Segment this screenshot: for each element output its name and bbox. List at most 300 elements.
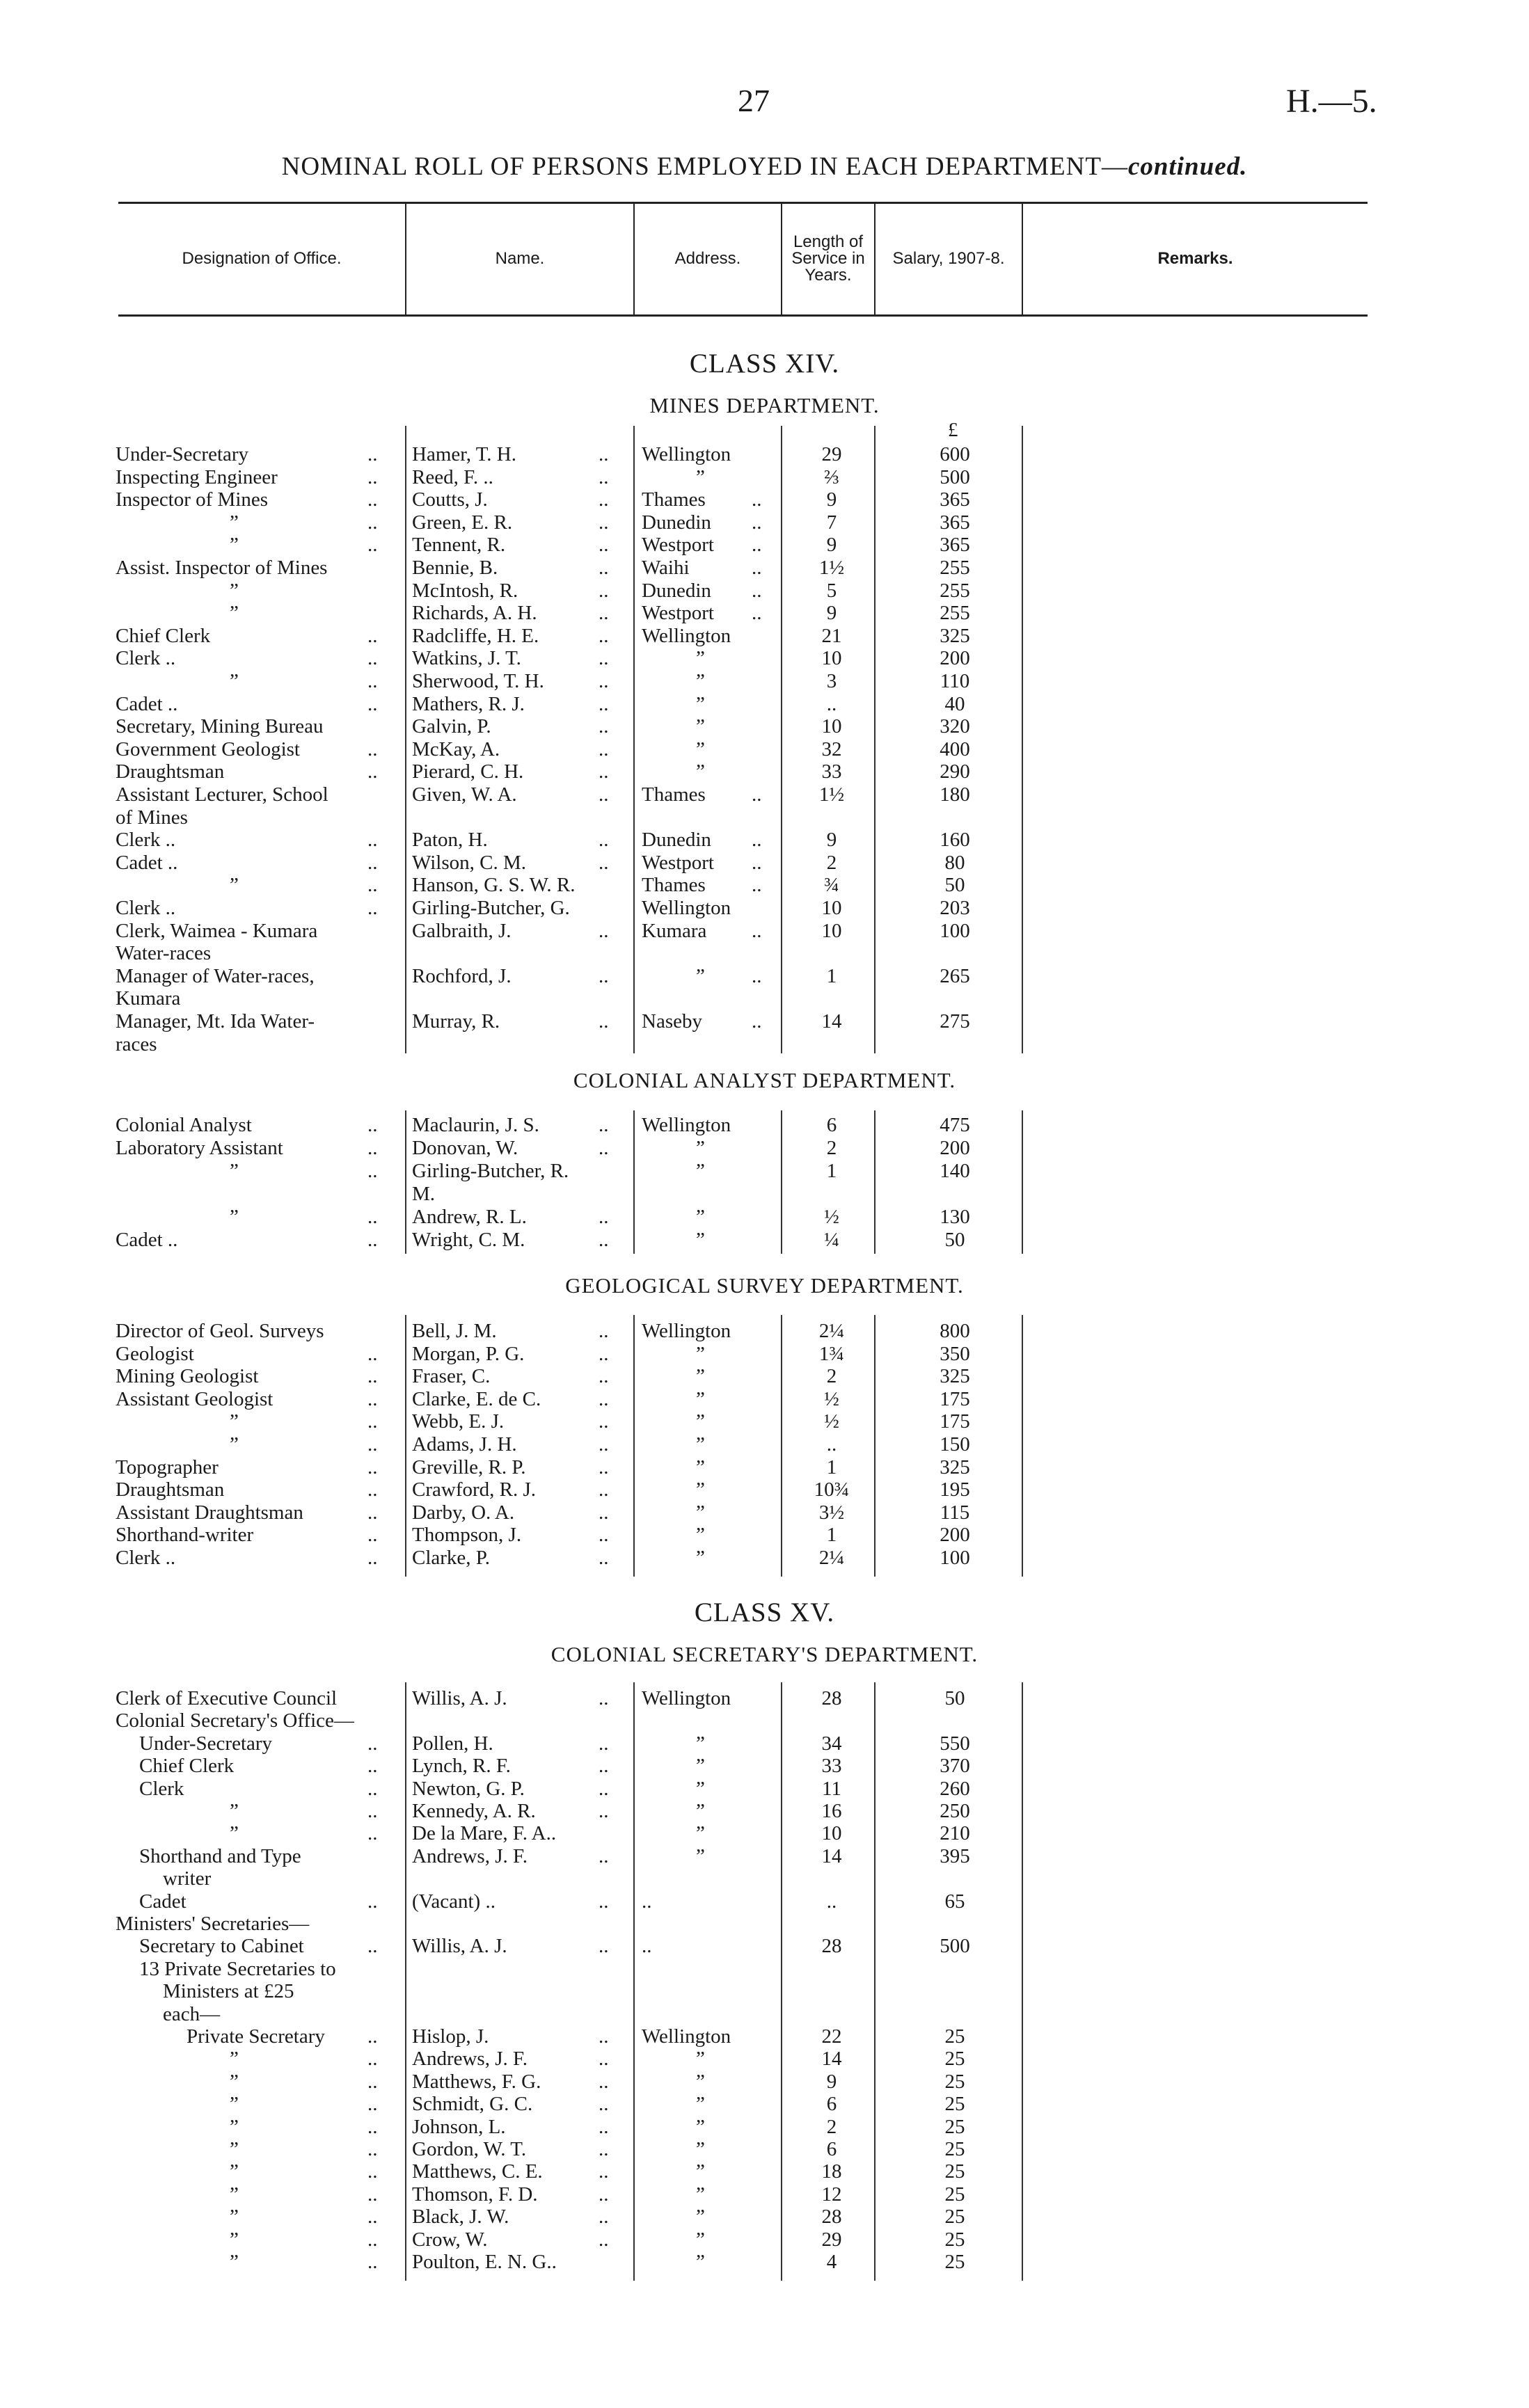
designation-cell: ”	[230, 2228, 239, 2251]
address-cell: ”	[696, 1732, 705, 1755]
address-cell: ”	[696, 1478, 705, 1501]
leader-dots: ..	[599, 465, 609, 488]
designation-cell: Assistant Lecturer, School	[116, 783, 328, 806]
designation-cell: Clerk ..	[116, 647, 176, 670]
service-length-cell: 10	[821, 715, 842, 738]
designation-cell: ”	[230, 511, 239, 534]
designation-cell: Shorthand and Type	[139, 1844, 301, 1867]
name-cell: Fraser, C.	[412, 1365, 491, 1388]
designation-cell: Assistant Draughtsman	[116, 1501, 303, 1524]
service-length-cell: ..	[826, 1433, 837, 1456]
table-rule	[633, 426, 635, 1053]
salary-cell: 290	[940, 760, 970, 783]
leader-dots: ..	[367, 897, 378, 919]
designation-cell: Clerk of Executive Council	[116, 1687, 338, 1709]
leader-dots: ..	[599, 1501, 609, 1524]
salary-cell: 255	[940, 557, 970, 579]
leader-dots: ..	[599, 1320, 609, 1342]
roll-title-continued: continued.	[1127, 152, 1248, 181]
designation-cell: ”	[230, 1433, 239, 1456]
address-cell: ”	[696, 1410, 705, 1433]
leader-dots: ..	[599, 1524, 609, 1547]
name-cell: Donovan, W.	[412, 1137, 518, 1159]
service-length-cell: 14	[821, 1010, 842, 1032]
salary-cell: 100	[940, 1547, 970, 1569]
salary-cell: 325	[940, 1365, 970, 1388]
designation-cell: ”	[230, 2048, 239, 2071]
leader-dots: ..	[367, 534, 378, 557]
leader-dots: ..	[367, 1387, 378, 1410]
leader-dots: ..	[367, 2138, 378, 2160]
salary-cell: 250	[940, 1800, 970, 1822]
name-cell: Matthews, C. E.	[412, 2160, 543, 2183]
designation-cell: ”	[230, 1822, 239, 1845]
leader-dots: ..	[599, 783, 609, 806]
leader-dots: ..	[599, 2093, 609, 2116]
designation-cell: Water-races	[116, 942, 212, 965]
name-cell: Watkins, J. T.	[412, 647, 521, 670]
address-cell: ”	[696, 1800, 705, 1822]
designation-cell: Laboratory Assistant	[116, 1137, 283, 1159]
table-rule	[633, 1315, 635, 1577]
table-rule	[405, 1682, 406, 2281]
leader-dots: ..	[367, 670, 378, 692]
leader-dots: ..	[599, 443, 609, 465]
leader-dots: ..	[599, 1732, 609, 1755]
designation-cell: Draughtsman	[116, 1478, 225, 1501]
address-cell: Naseby	[642, 1010, 702, 1032]
leader-dots: ..	[367, 624, 378, 647]
name-cell: Newton, G. P.	[412, 1777, 525, 1800]
analyst-department-heading: COLONIAL ANALYST DEPARTMENT.	[573, 1068, 956, 1092]
leader-dots: ..	[367, 443, 378, 465]
leader-dots: ..	[752, 557, 762, 579]
designation-cell: Clerk, Waimea - Kumara	[116, 919, 318, 942]
address-cell: ”	[696, 1547, 705, 1569]
leader-dots: ..	[599, 2048, 609, 2071]
col-header-salary: Salary, 1907-8.	[892, 249, 1005, 268]
leader-dots: ..	[367, 1365, 378, 1388]
service-length-cell: 9	[826, 488, 837, 511]
leader-dots: ..	[367, 2228, 378, 2251]
service-length-cell: 28	[821, 1687, 842, 1709]
salary-cell: 550	[940, 1732, 970, 1755]
salary-cell: 50	[944, 1687, 965, 1709]
designation-cell: Inspector of Mines	[116, 488, 269, 511]
address-cell: ”	[696, 647, 705, 670]
salary-cell: 395	[940, 1844, 970, 1867]
salary-cell: 100	[940, 919, 970, 942]
designation-cell: Kumara	[116, 987, 181, 1010]
salary-cell: 200	[940, 1137, 970, 1159]
service-length-cell: 22	[821, 2025, 842, 2048]
designation-cell: Ministers at £25	[163, 1980, 294, 2003]
leader-dots: ..	[367, 647, 378, 670]
salary-cell: 40	[944, 692, 965, 715]
salary-cell: 25	[944, 2138, 965, 2160]
name-cell: Galbraith, J.	[412, 919, 512, 942]
name-cell: Richards, A. H.	[412, 602, 537, 625]
name-cell: Gordon, W. T.	[412, 2138, 527, 2160]
leader-dots: ..	[367, 692, 378, 715]
col-header-length: Length of Service in Years.	[791, 232, 865, 285]
name-cell: Pollen, H.	[412, 1732, 493, 1755]
salary-cell: 25	[944, 2251, 965, 2273]
leader-dots: ..	[367, 1822, 378, 1845]
service-length-cell: 6	[826, 1114, 837, 1136]
col-header-designation: Designation of Office.	[182, 249, 342, 268]
name-cell: Lynch, R. F.	[412, 1755, 511, 1778]
leader-dots: ..	[599, 964, 609, 987]
address-cell: Wellington	[642, 2025, 731, 2048]
name-cell: Coutts, J.	[412, 488, 488, 511]
service-length-cell: 12	[821, 2183, 842, 2206]
service-length-cell: ½	[824, 1387, 839, 1410]
leader-dots: ..	[367, 737, 378, 760]
name-cell: Kennedy, A. R.	[412, 1800, 536, 1822]
address-cell: ”	[696, 1456, 705, 1478]
address-cell: ”	[696, 1777, 705, 1800]
name-cell: Matthews, F. G.	[412, 2070, 541, 2093]
name-cell: Andrew, R. L.	[412, 1206, 527, 1228]
service-length-cell: ¾	[824, 874, 839, 897]
service-length-cell: 10	[821, 919, 842, 942]
leader-dots: ..	[599, 692, 609, 715]
address-cell: Wellington	[642, 624, 731, 647]
salary-cell: 110	[940, 670, 970, 692]
leader-dots: ..	[599, 1935, 609, 1958]
leader-dots: ..	[599, 2115, 609, 2138]
class-xiv-heading: CLASS XIV.	[689, 349, 840, 378]
leader-dots: ..	[367, 1524, 378, 1547]
page-number: 27	[738, 83, 770, 118]
service-length-cell: 10¾	[814, 1478, 850, 1501]
leader-dots: ..	[752, 919, 762, 942]
leader-dots: ..	[367, 1456, 378, 1478]
name-cell: Clarke, E. de C.	[412, 1387, 541, 1410]
designation-cell: of Mines	[116, 806, 188, 829]
name-cell: McKay, A.	[412, 737, 500, 760]
name-cell: Pierard, C. H.	[412, 760, 524, 783]
service-length-cell: 9	[826, 829, 837, 852]
salary-cell: 365	[940, 511, 970, 534]
designation-cell: Assistant Geologist	[116, 1387, 274, 1410]
address-cell: ”	[696, 1342, 705, 1365]
leader-dots: ..	[599, 1387, 609, 1410]
service-length-cell: 10	[821, 897, 842, 919]
salary-cell: 265	[940, 964, 970, 987]
address-cell: ”	[696, 2138, 705, 2160]
salary-cell: 800	[940, 1320, 970, 1342]
salary-cell: 365	[940, 488, 970, 511]
name-cell: Black, J. W.	[412, 2206, 509, 2228]
service-length-cell: 28	[821, 1935, 842, 1958]
service-length-cell: 1½	[818, 783, 845, 806]
service-length-cell: 21	[821, 624, 842, 647]
designation-cell: Cadet ..	[116, 1229, 178, 1251]
leader-dots: ..	[599, 488, 609, 511]
leader-dots: ..	[752, 534, 762, 557]
leader-dots: ..	[599, 2160, 609, 2183]
salary-cell: 195	[940, 1478, 970, 1501]
leader-dots: ..	[367, 1890, 378, 1913]
name-cell: Bennie, B.	[412, 557, 498, 579]
address-cell: ”	[696, 2115, 705, 2138]
address-cell: ”	[696, 2206, 705, 2228]
leader-dots: ..	[367, 851, 378, 874]
leader-dots: ..	[367, 2160, 378, 2183]
address-cell: ”	[696, 670, 705, 692]
leader-dots: ..	[367, 1501, 378, 1524]
leader-dots: ..	[599, 737, 609, 760]
leader-dots: ..	[599, 1206, 609, 1228]
leader-dots: ..	[367, 2093, 378, 2116]
salary-cell: 255	[940, 579, 970, 602]
name-cell: Willis, A. J.	[412, 1687, 507, 1709]
salary-cell: 200	[940, 647, 970, 670]
designation-cell: ”	[230, 670, 239, 692]
leader-dots: ..	[367, 2115, 378, 2138]
service-length-cell: 1	[826, 964, 837, 987]
address-cell: ”	[696, 964, 705, 987]
service-length-cell: 33	[821, 1755, 842, 1778]
service-length-cell: 16	[821, 1800, 842, 1822]
leader-dots: ..	[367, 829, 378, 852]
name-cell: Girling-Butcher, G.	[412, 897, 570, 919]
leader-dots: ..	[599, 1433, 609, 1456]
address-cell: ”	[696, 2228, 705, 2251]
salary-cell: 180	[940, 783, 970, 806]
name-cell: Galvin, P.	[412, 715, 491, 738]
name-cell: Radcliffe, H. E.	[412, 624, 539, 647]
service-length-cell: 10	[821, 1822, 842, 1845]
leader-dots: ..	[599, 1777, 609, 1800]
address-cell: Westport	[642, 534, 714, 557]
salary-cell: 160	[940, 829, 970, 852]
leader-dots: ..	[599, 2025, 609, 2048]
table-rule	[633, 1682, 635, 2281]
service-length-cell: 2	[826, 1365, 837, 1388]
leader-dots: ..	[367, 1160, 378, 1182]
leader-dots: ..	[367, 2070, 378, 2093]
designation-cell: Manager, Mt. Ida Water-	[116, 1010, 315, 1032]
table-rule	[405, 426, 406, 1053]
service-length-cell: 14	[821, 1844, 842, 1867]
leader-dots: ..	[599, 624, 609, 647]
leader-dots: ..	[599, 1547, 609, 1569]
address-cell: ”	[696, 2183, 705, 2206]
address-cell: ”	[696, 2070, 705, 2093]
leader-dots: ..	[599, 1890, 609, 1913]
salary-cell: 475	[940, 1114, 970, 1136]
service-length-cell: 9	[826, 602, 837, 625]
address-cell: ”	[696, 2160, 705, 2183]
designation-cell: ”	[230, 1800, 239, 1822]
leader-dots: ..	[599, 579, 609, 602]
colonial-secretary-department-heading: COLONIAL SECRETARY'S DEPARTMENT.	[550, 1642, 979, 1666]
leader-dots: ..	[752, 874, 762, 897]
designation-cell: races	[116, 1032, 157, 1055]
designation-cell: Inspecting Engineer	[116, 465, 278, 488]
class-xv-heading: CLASS XV.	[694, 1597, 835, 1627]
leader-dots: ..	[599, 1478, 609, 1501]
salary-cell: 203	[940, 897, 970, 919]
salary-cell: 25	[944, 2206, 965, 2228]
roll-title-main: NOMINAL ROLL OF PERSONS EMPLOYED IN EACH DEPARTMENT—	[281, 152, 1128, 181]
service-length-cell: 28	[821, 2206, 842, 2228]
salary-cell: 115	[940, 1501, 970, 1524]
leader-dots: ..	[599, 1137, 609, 1159]
name-cell: Adams, J. H.	[412, 1433, 517, 1456]
address-cell: Westport	[642, 602, 714, 625]
leader-dots: ..	[367, 1777, 378, 1800]
salary-cell: 25	[944, 2160, 965, 2183]
designation-cell: Under-Secretary	[139, 1732, 273, 1755]
designation-cell: Shorthand-writer	[116, 1524, 254, 1547]
salary-cell: 365	[940, 534, 970, 557]
service-length-cell: 2	[826, 2115, 837, 2138]
name-cell: Paton, H.	[412, 829, 488, 852]
leader-dots: ..	[752, 1010, 762, 1032]
service-length-cell: 1¾	[818, 1342, 845, 1365]
designation-cell: each—	[163, 2002, 221, 2025]
service-length-cell: 1	[826, 1456, 837, 1478]
service-length-cell: 33	[821, 760, 842, 783]
designation-cell: Clerk	[139, 1777, 184, 1800]
address-cell: ”	[696, 715, 705, 738]
name-cell: Webb, E. J.	[412, 1410, 505, 1433]
address-cell: ”	[696, 1822, 705, 1845]
address-cell: Dunedin	[642, 579, 711, 602]
col-header-remarks: Remarks.	[1157, 249, 1233, 268]
name-cell: M.	[412, 1183, 436, 1205]
designation-cell: Clerk ..	[116, 897, 176, 919]
address-cell: ..	[642, 1890, 652, 1913]
service-length-cell: 9	[826, 534, 837, 557]
table-rule	[633, 1110, 635, 1254]
leader-dots: ..	[367, 1137, 378, 1159]
name-cell: Clarke, P.	[412, 1547, 490, 1569]
designation-cell: Director of Geol. Surveys	[116, 1320, 324, 1342]
designation-cell: ”	[230, 2183, 239, 2206]
leader-dots: ..	[367, 1342, 378, 1365]
designation-cell: 13 Private Secretaries to	[139, 1957, 336, 1980]
designation-cell: Secretary, Mining Bureau	[116, 715, 324, 738]
service-length-cell: ½	[824, 1410, 839, 1433]
leader-dots: ..	[599, 1010, 609, 1032]
leader-dots: ..	[599, 1114, 609, 1136]
designation-cell: Colonial Secretary's Office—	[116, 1709, 354, 1732]
address-cell: ”	[696, 1365, 705, 1388]
name-cell: Johnson, L.	[412, 2115, 506, 2138]
designation-cell: ”	[230, 1206, 239, 1228]
designation-cell: ”	[230, 2115, 239, 2138]
name-cell: Darby, O. A.	[412, 1501, 515, 1524]
leader-dots: ..	[599, 647, 609, 670]
name-cell: Wright, C. M.	[412, 1229, 525, 1251]
designation-cell: ”	[230, 2206, 239, 2228]
address-cell: ”	[696, 1387, 705, 1410]
service-length-cell: 32	[821, 737, 842, 760]
designation-cell: Cadet ..	[116, 692, 178, 715]
designation-cell: writer	[163, 1867, 212, 1890]
leader-dots: ..	[367, 1433, 378, 1456]
name-cell: Tennent, R.	[412, 534, 506, 557]
leader-dots: ..	[599, 851, 609, 874]
address-cell: ”	[696, 1844, 705, 1867]
leader-dots: ..	[599, 2070, 609, 2093]
salary-cell: 50	[944, 874, 965, 897]
leader-dots: ..	[752, 964, 762, 987]
roll-title	[0, 152, 1529, 182]
leader-dots: ..	[752, 851, 762, 874]
leader-dots: ..	[599, 1800, 609, 1822]
name-cell: Girling-Butcher, R.	[412, 1160, 569, 1182]
name-cell: Andrews, J. F.	[412, 2048, 528, 2071]
service-length-cell: 2¼	[818, 1320, 845, 1342]
address-cell: ”	[696, 465, 705, 488]
name-cell: Mathers, R. J.	[412, 692, 525, 715]
leader-dots: ..	[599, 1365, 609, 1388]
designation-cell: Draughtsman	[116, 760, 225, 783]
address-cell: ”	[696, 737, 705, 760]
salary-cell: 25	[944, 2228, 965, 2251]
salary-cell: 400	[940, 737, 970, 760]
salary-cell: 150	[940, 1433, 970, 1456]
address-cell: ”	[696, 760, 705, 783]
address-cell: Thames	[642, 488, 706, 511]
address-cell: Thames	[642, 783, 706, 806]
mines-department-heading: MINES DEPARTMENT.	[649, 393, 880, 417]
service-length-cell: 2¼	[818, 1547, 845, 1569]
leader-dots: ..	[367, 2206, 378, 2228]
address-cell: Waihi	[642, 557, 690, 579]
salary-cell: 500	[940, 1935, 970, 1958]
salary-cell: 25	[944, 2183, 965, 2206]
address-cell: Dunedin	[642, 511, 711, 534]
salary-cell: 260	[940, 1777, 970, 1800]
service-length-cell: 34	[821, 1732, 842, 1755]
address-cell: Wellington	[642, 1687, 731, 1709]
service-length-cell: 1	[826, 1160, 837, 1182]
service-length-cell: 3	[826, 670, 837, 692]
salary-cell: 25	[944, 2070, 965, 2093]
name-cell: Green, E. R.	[412, 511, 513, 534]
address-cell: Wellington	[642, 1114, 731, 1136]
address-cell: ”	[696, 1229, 705, 1251]
service-length-cell: ..	[826, 692, 837, 715]
address-cell: Wellington	[642, 1320, 731, 1342]
leader-dots: ..	[367, 1410, 378, 1433]
address-cell: ..	[642, 1935, 652, 1958]
service-length-cell: 11	[822, 1777, 841, 1800]
salary-cell: 175	[940, 1387, 970, 1410]
leader-dots: ..	[599, 1342, 609, 1365]
geological-department-heading: GEOLOGICAL SURVEY DEPARTMENT.	[565, 1273, 964, 1298]
leader-dots: ..	[367, 2251, 378, 2273]
salary-cell: 25	[944, 2115, 965, 2138]
name-cell: Thomson, F. D.	[412, 2183, 538, 2206]
pound-sign: £	[948, 419, 958, 441]
service-length-cell: 2	[826, 1137, 837, 1159]
name-cell: Given, W. A.	[412, 783, 517, 806]
address-cell: ”	[696, 1160, 705, 1182]
leader-dots: ..	[367, 1547, 378, 1569]
salary-cell: 25	[944, 2093, 965, 2116]
leader-dots: ..	[367, 1800, 378, 1822]
name-cell: Wilson, C. M.	[412, 851, 526, 874]
designation-cell: Topographer	[116, 1456, 219, 1478]
